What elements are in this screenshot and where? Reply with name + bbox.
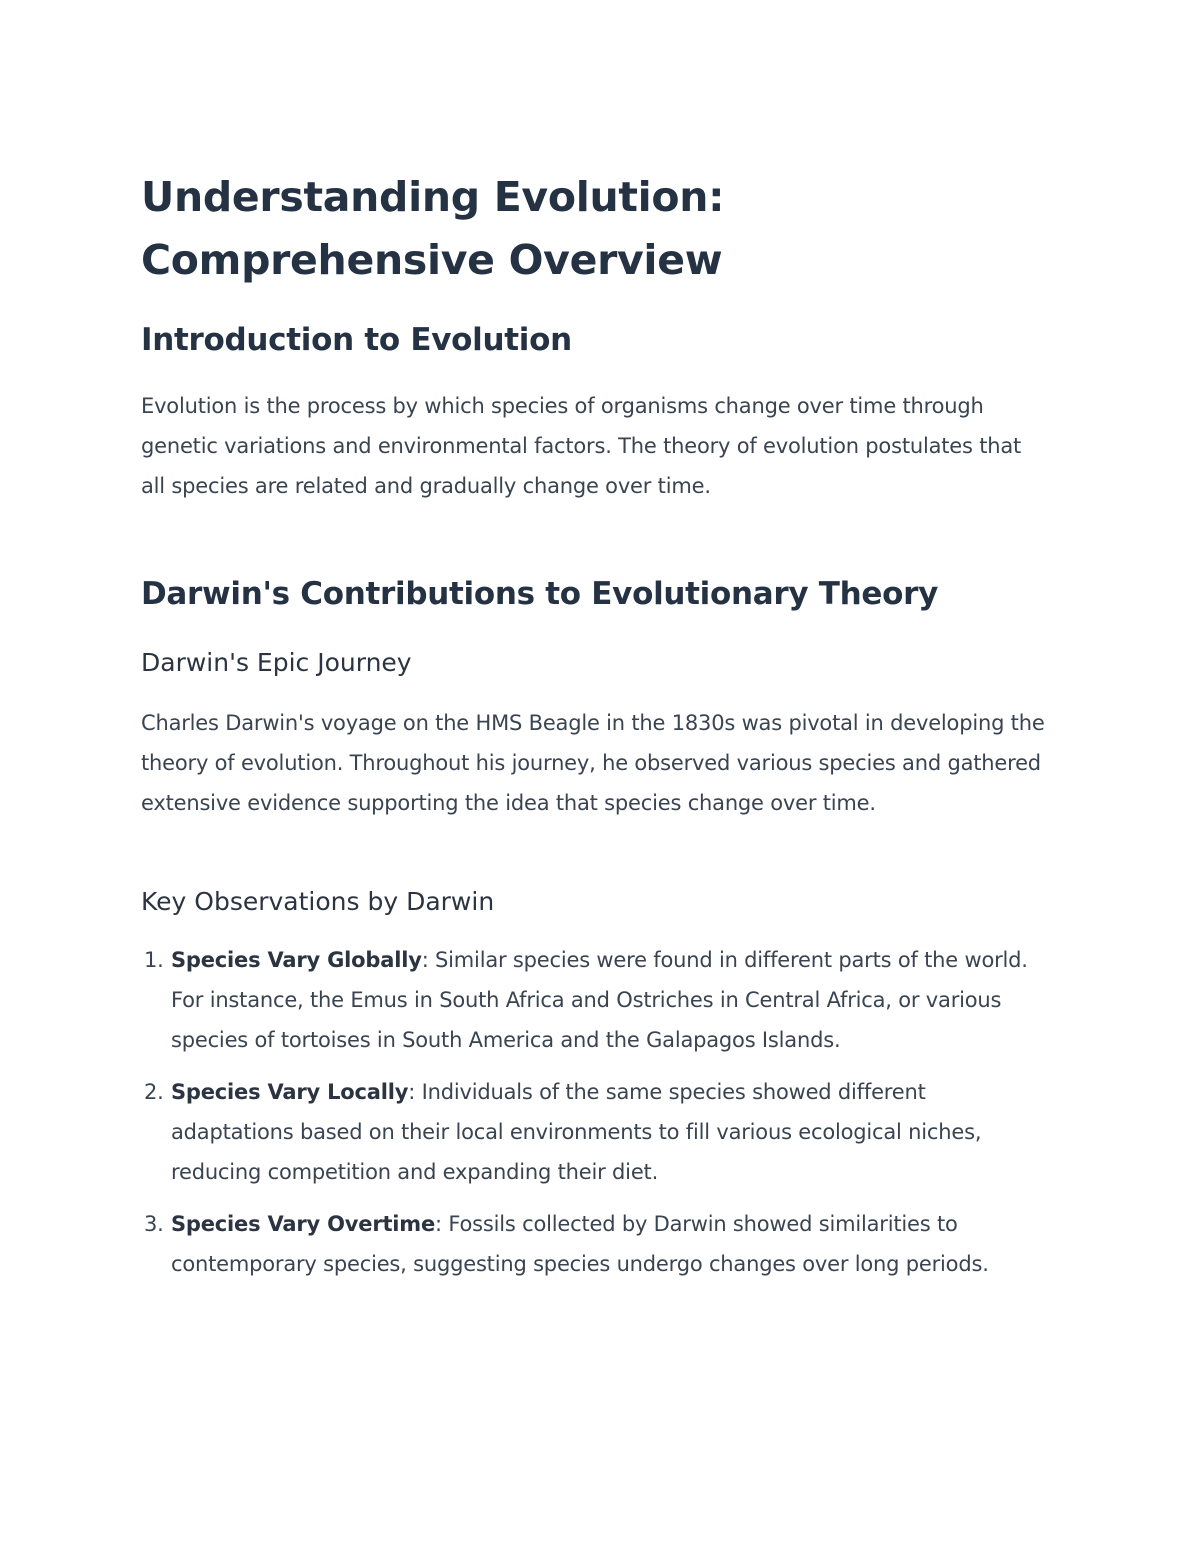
- subsection-heading-key-observations: Key Observations by Darwin: [141, 887, 495, 916]
- list-item-number: 2.: [144, 1080, 164, 1104]
- list-item-text: : Similar species were found in different parts of the world. For instance, the Emus in South Africa and Ostriches in Central Africa, or various species of tortoises in South America and the Galapagos Islands.: [171, 948, 1028, 1052]
- section-heading-introduction: Introduction to Evolution: [141, 322, 572, 358]
- section-heading-darwin-contributions: Darwin's Contributions to Evolutionary Theory: [141, 576, 939, 612]
- list-item-number: 1.: [144, 948, 164, 972]
- list-item-term: Species Vary Locally: [171, 1080, 409, 1104]
- list-item: [141, 1204, 1051, 1284]
- list-item-text: : Individuals of the same species showed different adaptations based on their local environments to fill various ecological niches, reducing competition and expanding their diet.: [171, 1080, 982, 1184]
- list-item-term: Species Vary Globally: [171, 948, 422, 972]
- list-item-term: Species Vary Overtime: [171, 1212, 436, 1236]
- list-item: [141, 1072, 1051, 1192]
- key-observations-list: [141, 940, 1061, 1296]
- introduction-paragraph: Evolution is the process by which species of organisms change over time through genetic variations and environmental factors. The theory of evolution postulates that all species are related and gradually change over time.: [141, 394, 1022, 498]
- list-item-number: 3.: [144, 1212, 164, 1236]
- list-item: [141, 940, 1051, 1060]
- list-item-text: : Fossils collected by Darwin showed similarities to contemporary species, suggesting species undergo changes over long periods.: [171, 1212, 989, 1276]
- subsection-heading-epic-journey: Darwin's Epic Journey: [141, 648, 412, 677]
- document-title: Understanding Evolution: Comprehensive Overview: [141, 173, 725, 284]
- epic-journey-paragraph: Charles Darwin's voyage on the HMS Beagle in the 1830s was pivotal in developing the theory of evolution. Throughout his journey, he observed various species and gathered extensive evidence supporting the idea that species change over time.: [141, 711, 1045, 815]
